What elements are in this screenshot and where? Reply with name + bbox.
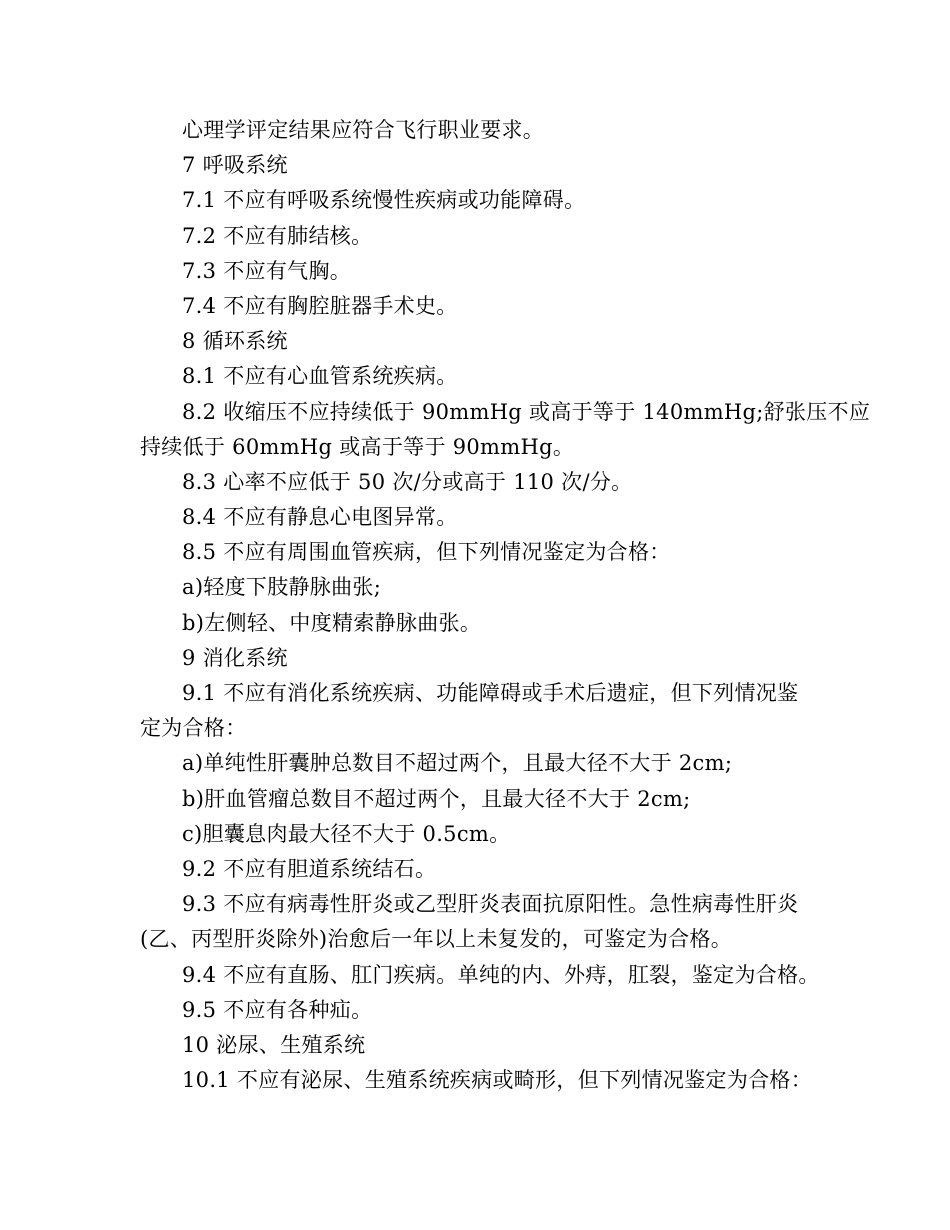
text-line: 8.3 心率不应低于 50 次/分或高于 110 次/分。 (182, 469, 633, 494)
text-line: 8.4 不应有静息心电图异常。 (182, 505, 458, 530)
section-heading: 10 泌尿、生殖系统 (182, 1032, 366, 1057)
text-line: 7.1 不应有呼吸系统慢性疾病或功能障碍。 (182, 188, 586, 213)
text-line: 8.1 不应有心血管系统疾病。 (182, 364, 458, 389)
document-body (140, 113, 871, 1098)
section-heading: 8 循环系统 (182, 329, 288, 354)
text-line: 7.3 不应有气胸。 (182, 258, 352, 283)
text-line: 8.2 收缩压不应持续低于 90mmHg 或高于等于 140mmHg;舒张压不应 (182, 399, 871, 424)
text-line: 9.1 不应有消化系统疾病、功能障碍或手术后遗症，但下列情况鉴 (182, 681, 799, 705)
text-line-continuation: (乙、丙型肝炎除外)治愈后一年以上未复发的，可鉴定为合格。 (140, 927, 733, 952)
text-line-continuation: 持续低于 60mmHg 或高于等于 90mmHg。 (140, 434, 575, 459)
list-item: b)左侧轻、中度精索静脉曲张。 (182, 610, 482, 635)
text-line: 心理学评定结果应符合飞行职业要求。 (182, 118, 545, 142)
text-line: 9.3 不应有病毒性肝炎或乙型肝炎表面抗原阳性。急性病毒性肝炎 (182, 892, 799, 917)
section-heading: 9 消化系统 (182, 645, 288, 670)
text-line: 8.5 不应有周围血管疾病，但下列情况鉴定为合格： (182, 540, 671, 565)
list-item: a)单纯性肝囊肿总数目不超过两个，且最大径不大于 2cm; (182, 751, 733, 776)
text-line: 9.4 不应有直肠、肛门疾病。单纯的内、外痔，肛裂，鉴定为合格。 (182, 962, 820, 987)
text-line: 7.4 不应有胸腔脏器手术史。 (182, 293, 458, 318)
text-line-continuation: 定为合格： (140, 716, 247, 741)
list-item: b)肝血管瘤总数目不超过两个，且最大径不大于 2cm; (182, 786, 691, 811)
section-heading: 7 呼吸系统 (182, 153, 288, 178)
list-item: a)轻度下肢静脉曲张; (182, 575, 382, 600)
text-line: 9.5 不应有各种疝。 (182, 997, 373, 1022)
text-line: 7.2 不应有肺结核。 (182, 223, 373, 248)
text-line: 10.1 不应有泌尿、生殖系统疾病或畸形，但下列情况鉴定为合格： (182, 1068, 813, 1093)
list-item: c)胆囊息肉最大径不大于 0.5cm。 (182, 821, 511, 846)
text-line: 9.2 不应有胆道系统结石。 (182, 856, 437, 881)
